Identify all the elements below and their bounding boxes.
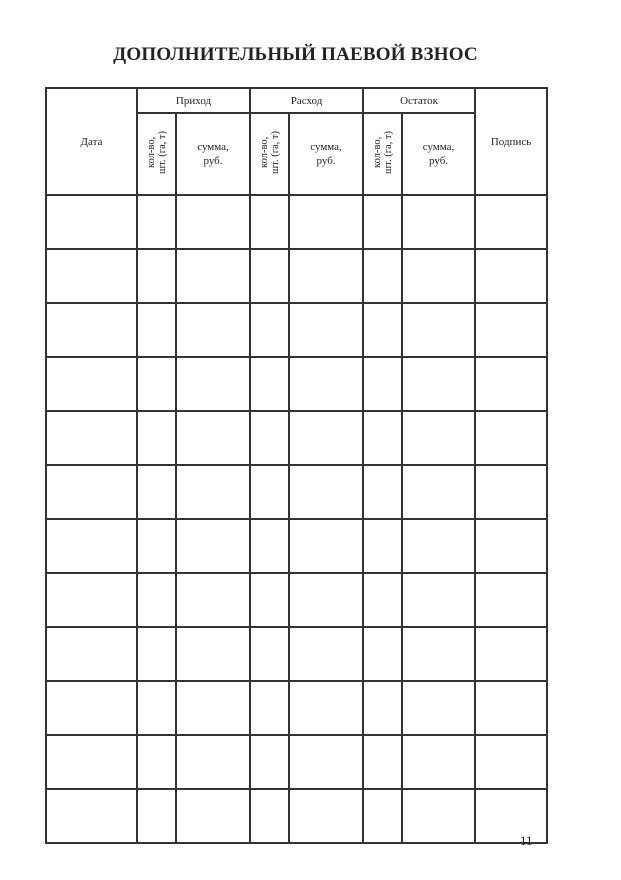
table-cell[interactable]	[250, 789, 289, 843]
header-income-qty	[137, 113, 176, 195]
table-cell[interactable]	[137, 573, 176, 627]
table-cell[interactable]	[176, 195, 250, 249]
table-cell[interactable]	[46, 411, 137, 465]
table-cell[interactable]	[363, 627, 402, 681]
table-cell[interactable]	[46, 735, 137, 789]
table-cell[interactable]	[475, 627, 547, 681]
table-cell[interactable]	[475, 465, 547, 519]
table-cell[interactable]	[176, 627, 250, 681]
table-cell[interactable]	[137, 627, 176, 681]
table-cell[interactable]	[289, 303, 363, 357]
table-cell[interactable]	[250, 735, 289, 789]
table-cell[interactable]	[289, 519, 363, 573]
table-cell[interactable]	[402, 411, 475, 465]
table-cell[interactable]	[137, 789, 176, 843]
table-cell[interactable]	[46, 627, 137, 681]
table-cell[interactable]	[363, 357, 402, 411]
table-cell[interactable]	[46, 249, 137, 303]
table-cell[interactable]	[176, 411, 250, 465]
table-cell[interactable]	[363, 249, 402, 303]
table-cell[interactable]	[250, 465, 289, 519]
table-cell[interactable]	[402, 789, 475, 843]
table-cell[interactable]	[137, 303, 176, 357]
table-cell[interactable]	[363, 519, 402, 573]
header-income: Приход	[137, 88, 250, 113]
table-row	[46, 465, 547, 519]
table-row	[46, 519, 547, 573]
table-cell[interactable]	[289, 627, 363, 681]
table-cell[interactable]	[137, 681, 176, 735]
table-row	[46, 735, 547, 789]
table-cell[interactable]	[250, 411, 289, 465]
table-cell[interactable]	[363, 789, 402, 843]
table-cell[interactable]	[363, 735, 402, 789]
header-date: Дата	[46, 88, 137, 195]
qty-label: кол-во, шт. (га, т)	[145, 131, 168, 174]
table-cell[interactable]	[176, 357, 250, 411]
table-cell[interactable]	[475, 411, 547, 465]
table-cell[interactable]	[176, 519, 250, 573]
table-row	[46, 357, 547, 411]
table-cell[interactable]	[176, 789, 250, 843]
header-expense: Расход	[250, 88, 363, 113]
table-cell[interactable]	[137, 411, 176, 465]
ledger-table	[45, 87, 548, 844]
table-cell[interactable]	[250, 681, 289, 735]
table-cell[interactable]	[363, 411, 402, 465]
table-cell[interactable]	[402, 465, 475, 519]
header-expense-qty	[250, 113, 289, 195]
header-balance-sum	[402, 113, 475, 195]
table-cell[interactable]	[250, 303, 289, 357]
table-cell[interactable]	[363, 681, 402, 735]
table-cell[interactable]	[402, 303, 475, 357]
table-row	[46, 249, 547, 303]
table-cell[interactable]	[46, 519, 137, 573]
table-row	[46, 573, 547, 627]
table-cell[interactable]	[475, 303, 547, 357]
qty-label: кол-во, шт. (га, т)	[371, 131, 394, 174]
table-cell[interactable]	[176, 681, 250, 735]
table-cell[interactable]	[289, 249, 363, 303]
table-cell[interactable]	[46, 465, 137, 519]
header-balance-qty	[363, 113, 402, 195]
table-cell[interactable]	[475, 195, 547, 249]
qty-label: кол-во, шт. (га, т)	[258, 131, 281, 174]
table-cell[interactable]	[46, 195, 137, 249]
sum-label: сумма, руб.	[310, 141, 342, 167]
table-cell[interactable]	[475, 249, 547, 303]
table-cell[interactable]	[402, 519, 475, 573]
header-balance: Остаток	[363, 88, 475, 113]
table-cell[interactable]	[176, 735, 250, 789]
table-cell[interactable]	[176, 249, 250, 303]
table-cell[interactable]	[363, 465, 402, 519]
table-row	[46, 789, 547, 843]
table-cell[interactable]	[289, 735, 363, 789]
table-cell[interactable]	[402, 627, 475, 681]
table-cell[interactable]	[137, 519, 176, 573]
table-row	[46, 411, 547, 465]
table-cell[interactable]	[46, 303, 137, 357]
table-cell[interactable]	[363, 303, 402, 357]
table-cell[interactable]	[475, 573, 547, 627]
table-cell[interactable]	[137, 357, 176, 411]
table-cell[interactable]	[402, 357, 475, 411]
table-row	[46, 627, 547, 681]
table-cell[interactable]	[250, 627, 289, 681]
table-cell[interactable]	[363, 195, 402, 249]
header-signature: Подпись	[475, 88, 547, 195]
table-cell[interactable]	[289, 465, 363, 519]
sum-label: сумма, руб.	[422, 141, 455, 167]
table-cell[interactable]	[250, 195, 289, 249]
table-cell[interactable]	[475, 519, 547, 573]
table-cell[interactable]	[402, 681, 475, 735]
table-cell[interactable]	[475, 357, 547, 411]
table-cell[interactable]	[289, 681, 363, 735]
table-cell[interactable]	[46, 357, 137, 411]
table-cell[interactable]	[475, 735, 547, 789]
table-cell[interactable]	[176, 573, 250, 627]
table-cell[interactable]	[137, 249, 176, 303]
page-title: ДОПОЛНИТЕЛЬНЫЙ ПАЕВОЙ ВЗНОС	[113, 44, 478, 65]
table-row	[46, 303, 547, 357]
table-cell[interactable]	[289, 573, 363, 627]
table-cell[interactable]	[289, 789, 363, 843]
table-cell[interactable]	[176, 465, 250, 519]
table-cell[interactable]	[46, 681, 137, 735]
table-row	[46, 681, 547, 735]
table-cell[interactable]	[250, 573, 289, 627]
page-number: 11	[520, 833, 533, 848]
table-cell[interactable]	[363, 573, 402, 627]
table-cell[interactable]	[137, 195, 176, 249]
table-cell[interactable]	[402, 735, 475, 789]
table-cell[interactable]	[46, 573, 137, 627]
table-cell[interactable]	[250, 249, 289, 303]
table-cell[interactable]	[137, 465, 176, 519]
table-cell[interactable]	[289, 195, 363, 249]
table-cell[interactable]	[289, 357, 363, 411]
table-cell[interactable]	[402, 573, 475, 627]
sum-label: сумма, руб.	[197, 141, 229, 167]
table-cell[interactable]	[402, 195, 475, 249]
table-cell[interactable]	[402, 249, 475, 303]
table-cell[interactable]	[137, 735, 176, 789]
header-expense-sum	[289, 113, 363, 195]
table-cell[interactable]	[475, 681, 547, 735]
table-row	[46, 195, 547, 249]
table-cell[interactable]	[46, 789, 137, 843]
table-cell[interactable]	[250, 519, 289, 573]
table-cell[interactable]	[475, 789, 547, 843]
header-income-sum	[176, 113, 250, 195]
table-cell[interactable]	[176, 303, 250, 357]
table-cell[interactable]	[250, 357, 289, 411]
table-cell[interactable]	[289, 411, 363, 465]
